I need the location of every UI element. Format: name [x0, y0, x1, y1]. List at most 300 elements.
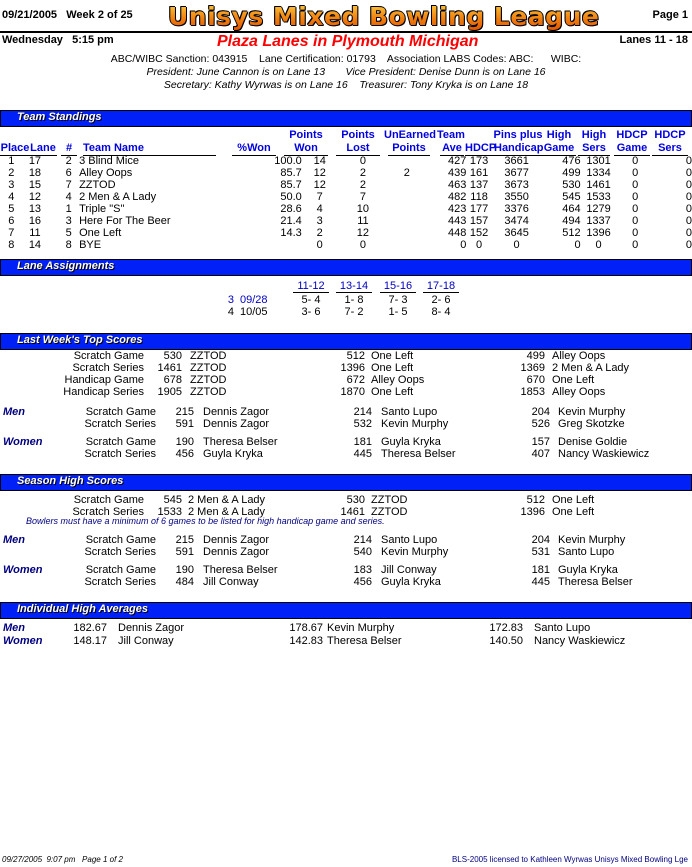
bowler-name: Santo Lupo: [381, 534, 438, 546]
bowler-name: 2 Men & A Lady: [552, 362, 630, 374]
women-label: Women: [3, 635, 43, 647]
cell-place: 2: [8, 167, 15, 179]
cell-spacer: [72, 155, 79, 167]
bowler-name: One Left: [371, 362, 414, 374]
bowler-name: Santo Lupo: [381, 406, 438, 418]
officers-line-2: Secretary: Kathy Wyrwas is on Lane 16 Treasurer: Tony Kryka is on Lane 18: [163, 79, 529, 91]
score-value: 512: [346, 350, 365, 362]
cell-ave: 482: [448, 191, 467, 203]
cell-hg: 512: [562, 227, 581, 239]
cell-hdcp: 137: [469, 179, 489, 191]
bowler-name: One Left: [552, 374, 595, 386]
score-value: 530: [163, 350, 182, 362]
match-pair: 8- 4: [431, 306, 451, 318]
cell-hdcp: 0: [475, 239, 483, 251]
men-label: Men: [3, 406, 25, 418]
bowler-name: Dennis Zagor: [203, 406, 270, 418]
col-lane: Lane: [30, 142, 56, 154]
score-value: 181: [531, 564, 550, 576]
score-category: Handicap Game: [64, 374, 144, 386]
lane-pair-header: 17-18: [423, 280, 459, 293]
lane-pair-header: 15-16: [380, 280, 416, 293]
cell-team: 2 Men & A Lady: [79, 191, 157, 203]
section-title: Season High Scores: [17, 475, 124, 487]
cell-won: 4: [316, 203, 323, 215]
col-hdcp-game-2: Game: [614, 142, 650, 156]
cell-team: BYE: [79, 239, 102, 251]
league-title: Unisys Mixed Bowling League: [168, 2, 600, 31]
cell-pct: 14.3: [280, 227, 302, 239]
cell-hs: 0: [595, 239, 602, 251]
standings-table: [0, 155, 692, 251]
section-season-high: [0, 474, 692, 491]
score-value: 670: [526, 374, 545, 386]
score-value: 215: [175, 406, 194, 418]
cell-ave: 463: [448, 179, 467, 191]
cell-lane: 12: [28, 191, 42, 203]
week-date: 10/05: [240, 306, 268, 318]
col-high-sers-2: Sers: [578, 142, 610, 156]
cell-hs: 1461: [586, 179, 611, 191]
cell-hs: 1396: [586, 227, 611, 239]
col-high-game-1: High: [546, 129, 572, 141]
cell-team: ZZTOD: [79, 179, 116, 191]
score-category: Scratch Series: [72, 506, 144, 518]
score-value: 532: [353, 418, 372, 430]
bowler-name: One Left: [552, 506, 595, 518]
match-pair: 7- 2: [344, 306, 364, 318]
score-value: 445: [353, 448, 372, 460]
score-value: 672: [346, 374, 365, 386]
score-value: 1461: [157, 362, 182, 374]
match-pair: 3- 6: [301, 306, 321, 318]
cell-hds: 0: [685, 203, 692, 215]
cell-hs: 1301: [586, 155, 611, 167]
lane-pair-header: 13-14: [336, 280, 372, 293]
cell-place: 5: [8, 203, 15, 215]
cell-place: 4: [8, 191, 15, 203]
section-team-standings: [0, 110, 692, 127]
week-date: 09/28: [240, 294, 268, 306]
section-last-week: [0, 333, 692, 350]
cell-pct: 85.7: [280, 167, 302, 179]
cell-spacer: [72, 179, 79, 191]
score-category: Scratch Series: [84, 418, 156, 430]
cell-hg: 0: [574, 239, 581, 251]
bowler-name: Dennis Zagor: [118, 622, 185, 634]
score-value: 1396: [520, 506, 545, 518]
score-value: 181: [353, 436, 372, 448]
cell-pct: 28.6: [280, 203, 302, 215]
score-value: 526: [531, 418, 550, 430]
cell-unearned: [388, 215, 425, 227]
cell-pins: 3376: [504, 203, 529, 215]
cell-hdcp: 118: [470, 191, 488, 203]
col-team-name: Team Name: [83, 142, 216, 156]
cell-ave: 443: [448, 215, 467, 227]
cell-hds: 0: [685, 191, 692, 203]
cell-ave: 448: [448, 227, 467, 239]
cell-pins: 3661: [504, 155, 529, 167]
bowler-name: Dennis Zagor: [203, 418, 270, 430]
score-value: 190: [175, 564, 194, 576]
cell-pct: 50.0: [280, 191, 302, 203]
cell-lane: 13: [28, 203, 42, 215]
cell-hds: 0: [685, 179, 692, 191]
cell-unearned: [388, 191, 425, 203]
women-label: Women: [3, 564, 43, 576]
col-num: #: [61, 142, 77, 156]
cell-hs: 1533: [586, 191, 611, 203]
section-individual-averages: [0, 602, 692, 619]
cell-spacer: [72, 167, 79, 179]
cell-lane: 18: [28, 167, 42, 179]
cell-spacer: [72, 227, 79, 239]
table-row: [0, 179, 692, 191]
score-value: 1905: [157, 386, 182, 398]
cell-num: 1: [65, 203, 72, 215]
score-value: 190: [175, 436, 194, 448]
day-time: Wednesday 5:15 pm: [2, 34, 114, 46]
score-value: 214: [353, 406, 372, 418]
score-value: 591: [175, 546, 194, 558]
match-pair: 7- 3: [388, 294, 408, 306]
cell-pins: 3677: [504, 167, 529, 179]
table-row: [0, 203, 692, 215]
cell-won: 2: [316, 227, 323, 239]
cell-pins: 3645: [504, 227, 529, 239]
bowler-name: Theresa Belser: [558, 576, 633, 588]
bowler-name: ZZTOD: [190, 386, 227, 398]
cell-lane: 16: [28, 215, 42, 227]
cell-ave: 427: [448, 155, 467, 167]
col-points-won-2: Won: [284, 142, 328, 156]
cell-team: 3 Blind Mice: [79, 155, 139, 167]
cell-pct: 21.4: [280, 215, 302, 227]
bowler-name: 2 Men & A Lady: [188, 494, 266, 506]
cell-hg: 545: [562, 191, 581, 203]
bowler-name: Nancy Waskiewicz: [534, 635, 626, 647]
score-value: 1870: [340, 386, 365, 398]
bowler-name: Guyla Kryka: [203, 448, 263, 460]
score-value: 157: [531, 436, 550, 448]
week-number: 3: [227, 294, 234, 306]
cell-spacer: [72, 239, 79, 251]
cell-lost: 2: [359, 179, 366, 191]
cell-ave: 0: [460, 239, 467, 251]
cell-num: 2: [65, 155, 72, 167]
cell-hg: 499: [562, 167, 581, 179]
bowler-name: Denise Goldie: [558, 436, 628, 448]
score-value: 484: [175, 576, 194, 588]
average-value: 178.67: [289, 622, 323, 634]
cell-hs: 1279: [586, 203, 611, 215]
bowler-name: 2 Men & A Lady: [188, 506, 266, 518]
cell-team: Alley Oops: [79, 167, 133, 179]
bowler-name: Alley Oops: [552, 350, 606, 362]
cell-hds: 0: [685, 239, 692, 251]
score-category: Scratch Game: [73, 494, 144, 506]
cell-hdcp: 173: [469, 155, 489, 167]
table-row: [0, 191, 692, 203]
cell-num: 4: [65, 191, 72, 203]
score-value: 1396: [340, 362, 365, 374]
cell-lane: 11: [29, 227, 41, 239]
cell-hdg: 0: [632, 167, 639, 179]
bowler-name: Theresa Belser: [327, 635, 402, 647]
score-value: 204: [531, 406, 550, 418]
table-row: [0, 215, 692, 227]
cell-hds: 0: [685, 227, 692, 239]
bowler-name: Dennis Zagor: [203, 546, 270, 558]
cell-hdg: 0: [632, 179, 639, 191]
bowler-name: Kevin Murphy: [558, 534, 626, 546]
average-value: 142.83: [289, 635, 323, 647]
col-hdcp-sers-1: HDCP: [654, 129, 686, 141]
cell-unearned: [388, 227, 425, 239]
cell-pins: 3550: [504, 191, 529, 203]
cell-won: 7: [316, 191, 323, 203]
score-value: 591: [175, 418, 194, 430]
bowler-name: ZZTOD: [190, 374, 227, 386]
cell-lost: 10: [356, 203, 370, 215]
bowler-name: ZZTOD: [190, 362, 227, 374]
cell-hg: 476: [562, 155, 581, 167]
score-value: 204: [531, 534, 550, 546]
cell-num: 7: [65, 179, 72, 191]
bowler-name: Theresa Belser: [203, 436, 278, 448]
average-value: 172.83: [489, 622, 523, 634]
cell-spacer: [72, 191, 79, 203]
average-value: 148.17: [73, 635, 107, 647]
col-place: Place: [0, 142, 30, 154]
bowler-name: Theresa Belser: [203, 564, 278, 576]
cell-hds: 0: [685, 155, 692, 167]
women-label: Women: [3, 436, 43, 448]
cell-pct: 100.0: [274, 155, 302, 167]
bowler-name: Jill Conway: [381, 564, 437, 576]
score-value: 214: [353, 534, 372, 546]
cell-unearned: [388, 155, 425, 167]
bowler-name: Kevin Murphy: [381, 546, 449, 558]
footer-license: BLS-2005 licensed to Kathleen Wyrwas Unisys Mixed Bowling Lge: [451, 855, 688, 864]
page-number: Page 1: [652, 9, 688, 21]
table-row: [0, 167, 692, 179]
score-value: 1369: [520, 362, 545, 374]
section-title: Last Week's Top Scores: [17, 334, 143, 346]
score-category: Scratch Series: [72, 362, 144, 374]
officers-line-1: President: June Cannon is on Lane 13 Vice President: Denise Dunn is on Lane 16: [146, 66, 546, 78]
col-high-game-2: Game: [543, 142, 575, 154]
bowler-name: Nancy Waskiewicz: [558, 448, 650, 460]
score-category: Scratch Series: [84, 546, 156, 558]
lanes-range: Lanes 11 - 18: [619, 34, 688, 46]
score-category: Scratch Game: [85, 406, 156, 418]
bowler-name: Theresa Belser: [381, 448, 456, 460]
col-points-won-1: Points: [289, 129, 323, 141]
cell-hg: 530: [562, 179, 581, 191]
season-note: Bowlers must have a minimum of 6 games to be listed for high handicap game and series.: [26, 516, 385, 526]
table-row: [0, 155, 692, 167]
cell-num: 3: [65, 215, 72, 227]
bowler-name: Alley Oops: [552, 386, 606, 398]
cell-lost: 11: [357, 215, 369, 227]
score-category: Scratch Series: [84, 576, 156, 588]
cell-spacer: [72, 203, 79, 215]
bowler-name: Jill Conway: [203, 576, 259, 588]
cell-won: 0: [316, 239, 323, 251]
col-pins-1: Pins plus: [493, 129, 543, 141]
cell-hs: 1334: [586, 167, 611, 179]
report-date-week: [2, 9, 133, 21]
cell-hdcp: 152: [469, 227, 489, 239]
score-category: Scratch Game: [85, 564, 156, 576]
bowler-name: Guyla Kryka: [381, 436, 441, 448]
match-pair: 5- 4: [301, 294, 321, 306]
week-number: 4: [227, 306, 234, 318]
match-pair: 2- 6: [431, 294, 451, 306]
lane-pair-header: 11-12: [293, 280, 329, 293]
sanction-line: ABC/WIBC Sanction: 043915 Lane Certification: 01793 Association LABS Codes: ABC: WIBC:: [110, 53, 582, 65]
score-category: Scratch Game: [85, 534, 156, 546]
cell-team: Here For The Beer: [79, 215, 171, 227]
match-pair: 1- 8: [344, 294, 364, 306]
bowler-name: Dennis Zagor: [203, 534, 270, 546]
bowler-name: Jill Conway: [118, 635, 174, 647]
cell-team: Triple "S": [79, 203, 125, 215]
col-pct-won: %Won: [232, 142, 276, 156]
men-label: Men: [3, 534, 25, 546]
cell-lane: 15: [28, 179, 42, 191]
cell-unearned: [388, 179, 425, 191]
col-team-1: Team: [437, 129, 465, 141]
bowler-name: Santo Lupo: [558, 546, 615, 558]
cell-pins: 3673: [504, 179, 529, 191]
col-hdcp-game-1: HDCP: [616, 129, 648, 141]
bowler-name: Kevin Murphy: [381, 418, 449, 430]
cell-hdg: 0: [632, 227, 639, 239]
cell-num: 8: [65, 239, 72, 251]
col-ave: Ave: [440, 142, 464, 156]
cell-pct: [258, 239, 302, 251]
cell-hds: 0: [685, 167, 692, 179]
bowler-name: Santo Lupo: [534, 622, 591, 634]
section-lane-assignments: [0, 259, 692, 276]
bowler-name: One Left: [371, 350, 414, 362]
cell-num: 6: [65, 167, 72, 179]
cell-hdg: 0: [632, 191, 639, 203]
score-value: 545: [163, 494, 182, 506]
cell-lost: 2: [359, 167, 366, 179]
cell-hg: 494: [562, 215, 581, 227]
cell-unearned: 2: [403, 167, 410, 179]
cell-won: 12: [313, 179, 326, 191]
score-category: Handicap Series: [63, 386, 144, 398]
men-label: Men: [3, 622, 25, 634]
cell-place: 3: [8, 179, 15, 191]
cell-pins: 0: [513, 239, 520, 251]
col-unearned-2: Points: [388, 142, 430, 156]
section-title: Lane Assignments: [17, 260, 115, 272]
cell-spacer: [72, 215, 79, 227]
cell-hdg: 0: [632, 203, 639, 215]
bowler-name: Guyla Kryka: [381, 576, 441, 588]
cell-lost: 0: [359, 239, 366, 251]
col-unearned-1: UnEarned: [384, 129, 436, 141]
score-value: 512: [526, 494, 545, 506]
cell-place: 7: [8, 227, 15, 239]
score-value: 531: [531, 546, 550, 558]
week-label: Week 2 of 25: [66, 9, 133, 21]
cell-team: One Left: [79, 227, 122, 239]
bowler-name: Kevin Murphy: [327, 622, 395, 634]
col-high-sers-1: High: [581, 129, 607, 141]
score-value: 530: [346, 494, 365, 506]
cell-hdcp: 157: [469, 215, 489, 227]
bowler-name: Alley Oops: [371, 374, 425, 386]
cell-hs: 1337: [586, 215, 611, 227]
cell-won: 14: [313, 155, 326, 167]
cell-unearned: [388, 203, 425, 215]
score-value: 456: [353, 576, 372, 588]
score-value: 1853: [520, 386, 545, 398]
col-hdcp: HDCP: [465, 142, 497, 154]
cell-place: 6: [8, 215, 15, 227]
cell-place: 1: [8, 155, 15, 167]
cell-lost: 7: [359, 191, 366, 203]
match-pair: 1- 5: [388, 306, 408, 318]
average-value: 182.67: [73, 622, 107, 634]
cell-lost: 0: [359, 155, 366, 167]
cell-place: 8: [8, 239, 15, 251]
bowler-name: Guyla Kryka: [558, 564, 618, 576]
cell-unearned: [388, 239, 425, 251]
cell-hds: 0: [685, 215, 692, 227]
col-points-lost-2: Lost: [336, 142, 380, 156]
cell-lane: 17: [28, 155, 42, 167]
cell-hdg: 0: [632, 215, 639, 227]
footer-print-info: 09/27/2005 9:07 pm Page 1 of 2: [2, 855, 123, 864]
cell-pins: 3474: [504, 215, 529, 227]
score-category: Scratch Series: [84, 448, 156, 460]
cell-lost: 12: [356, 227, 370, 239]
cell-lane: 14: [28, 239, 42, 251]
score-value: 456: [175, 448, 194, 460]
table-row: [0, 239, 692, 251]
cell-num: 5: [65, 227, 72, 239]
cell-hdcp: 161: [469, 167, 489, 179]
section-title: Team Standings: [17, 111, 102, 123]
cell-hdg: 0: [632, 239, 639, 251]
cell-hdcp: 177: [469, 203, 489, 215]
score-category: Scratch Game: [73, 350, 144, 362]
bowler-name: One Left: [371, 386, 414, 398]
score-value: 183: [353, 564, 372, 576]
report-date: 09/21/2005: [2, 9, 58, 21]
score-value: 499: [526, 350, 545, 362]
score-value: 445: [531, 576, 550, 588]
bowler-name: Greg Skotzke: [558, 418, 625, 430]
cell-ave: 423: [448, 203, 467, 215]
bowler-name: ZZTOD: [371, 494, 408, 506]
score-value: 1533: [157, 506, 182, 518]
location-subtitle: Plaza Lanes in Plymouth Michigan: [217, 33, 479, 50]
average-value: 140.50: [489, 635, 523, 647]
score-value: 678: [163, 374, 182, 386]
score-value: 1461: [340, 506, 365, 518]
score-value: 407: [531, 448, 550, 460]
cell-won: 12: [313, 167, 326, 179]
